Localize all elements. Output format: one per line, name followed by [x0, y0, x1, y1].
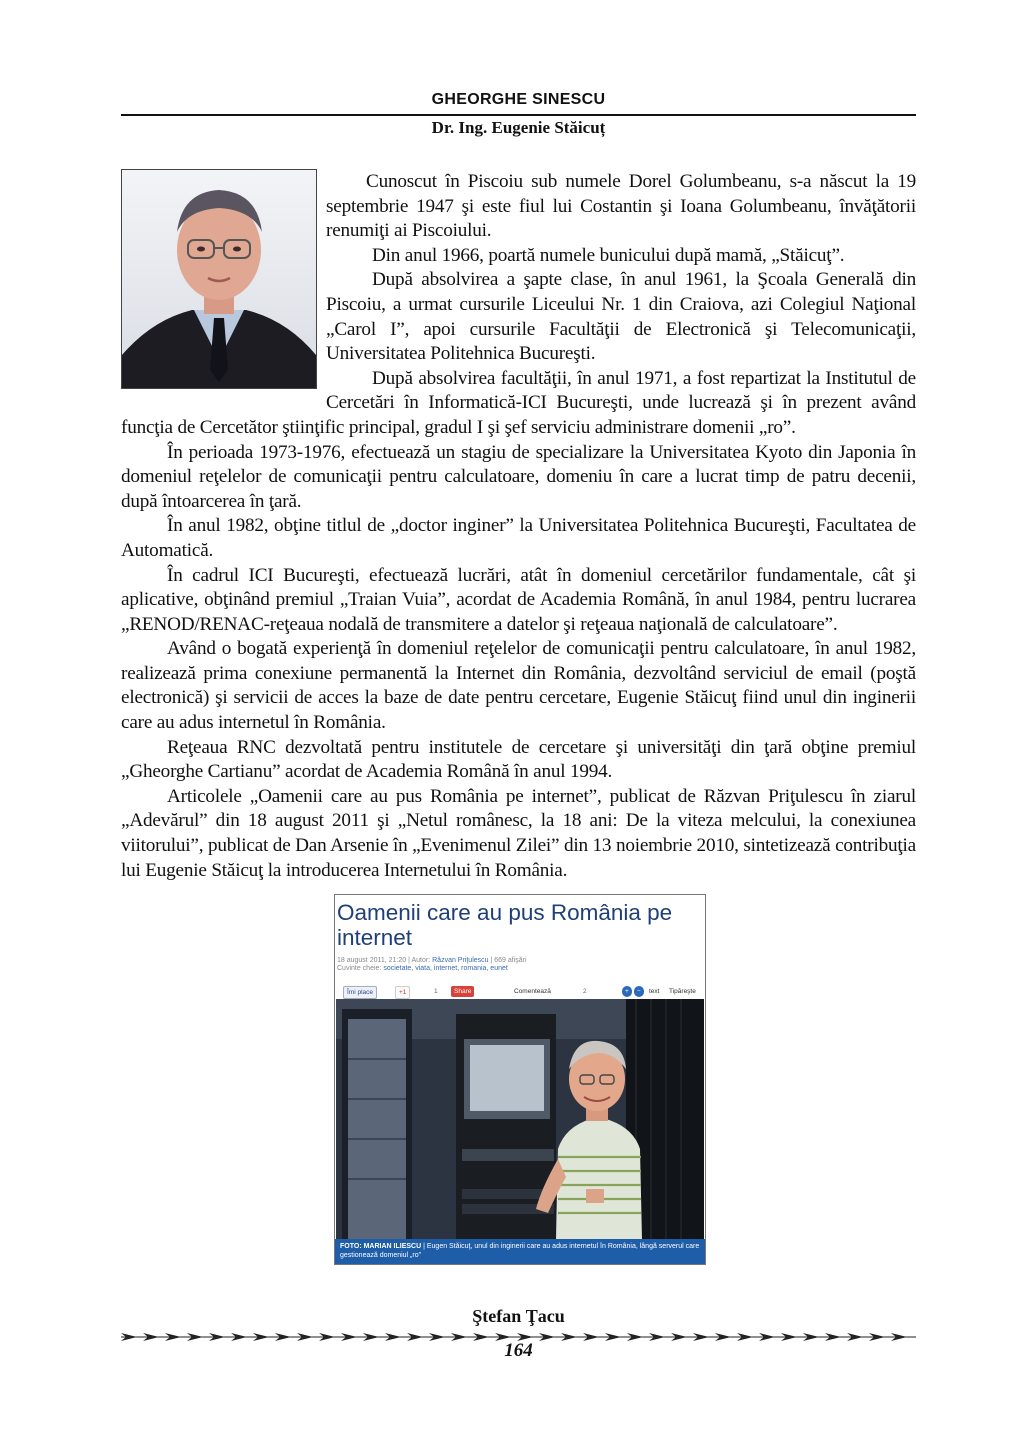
server-room-illustration — [336, 999, 704, 1240]
biography-text — [121, 170, 916, 883]
clipping-keywords[interactable]: societate, viata, internet, romania, eunet — [383, 965, 508, 972]
article-title: Dr. Ing. Eugenie Stăicuț — [431, 118, 606, 137]
text-decrease-button[interactable]: − — [634, 986, 644, 997]
page-number: 164 — [504, 1340, 533, 1361]
paragraph: În anul 1982, obţine titlul de „doctor inginer” la Universitatea Politehnica Bucureşti, Facultatea de Automatică. — [121, 515, 916, 561]
print-button[interactable]: Tipăreşte — [669, 988, 696, 995]
paragraph: Având o bogată experienţă în domeniul reţelelor de comunicaţii pentru calculatoare, în anul 1982, realizează prima conexiune permanentă la Internet din România, dezvoltând serviciul de email (poştă electronică) şi servicii de acces la baze de date pentru cercetare, Eugenie Stăicuţ fiind unul din inginerii care au adus internetul în România. — [121, 638, 916, 734]
clipping-keywords-label: Cuvinte cheie: — [337, 965, 382, 972]
clipping-headline: Oamenii care au pus România pe internet — [337, 900, 673, 950]
article-author: Ştefan Ţacu — [472, 1306, 565, 1326]
comment-button[interactable]: Comentează — [514, 988, 551, 995]
text-increase-button[interactable]: + — [622, 986, 632, 997]
clipping-views: | 669 afişări — [490, 957, 527, 964]
like-button[interactable]: Îmi place — [343, 986, 377, 999]
paragraph: Reţeaua RNC dezvoltată pentru institutele de cercetare şi universităţi din ţară obţine premiul „Gheorghe Cartianu” acordat de Academia Română în anul 1994. — [121, 736, 916, 783]
text-size-label: text — [649, 988, 660, 995]
clipping-meta — [337, 957, 527, 973]
server-room-photo — [336, 999, 704, 1240]
paragraph: După absolvirea a şapte clase, în anul 1961, la Şcoala Generală din Piscoiu, a urmat cursurile Liceului Nr. 1 din Craiova, azi Colegiul Naţional „Carol I”, apoi cursurile Facultăţii de Electronică şi Telecomunicaţii, Universitatea Politehnica Bucureşti. — [326, 269, 916, 365]
comment-count: 2 — [583, 988, 587, 995]
clipping-author-link[interactable]: Răzvan Priţulescu — [432, 957, 489, 964]
newspaper-clipping — [334, 894, 706, 1265]
clipping-author-label: Autor: — [411, 957, 431, 964]
clipping-date: 18 august 2011, 21:20 | — [337, 957, 410, 964]
paragraph: După absolvirea facultăţii, în anul 1971, a fost repartizat la Institutul de Cercetări în Informatică-ICI Bucureşti, unde lucrează şi în prezent având funcţia de Cercetător ştiinţific principal, gradul I şi şef serviciu administrare domenii „ro”. — [121, 367, 916, 438]
header-rule — [121, 114, 916, 116]
share-toolbar — [335, 985, 705, 999]
gplus-button[interactable]: +1 — [395, 986, 410, 999]
gplus-count: 1 — [434, 988, 438, 995]
paragraph: Din anul 1966, poartă numele bunicului după mamă, „Stăicuţ”. — [372, 244, 845, 266]
photo-caption — [335, 1239, 705, 1264]
photo-credit: FOTO: MARIAN ILIESCU — [340, 1243, 422, 1250]
paragraph: Articolele „Oamenii care au pus România pe internet”, publicat de Răzvan Priţulescu în ziarul „Adevărul” din 18 august 2011 şi „Netul românesc, la 18 ani: De la viteza melcului, la conexiunea viitorului”, publicat de Dan Arsenie în „Evenimenul Zilei” din 13 noiembrie 2010, sintetizează contribuţia lui Eugenie Stăicuţ la introducerea Internetului în România. — [121, 785, 916, 881]
paragraph: În perioada 1973-1976, efectuează un stagiu de specializare la Universitatea Kyoto din Japonia în domeniul reţelelor de comunicaţii pentru calculatoare, domeniu în care a lucrat timp de patru decenii, după întoarcerea în ţară. — [121, 441, 916, 512]
caption-text: | Eugen Stăicuţ, unul din inginerii care au adus internetul în România, lângă serverul care gestionează domeniul „ro” — [340, 1243, 700, 1259]
share-button[interactable]: Share — [451, 986, 474, 997]
paragraph: În cadrul ICI Bucureşti, efectuează lucrări, atât în domeniul cercetărilor fundamentale, cât şi aplicative, obţinând premiul „Traian Vuia”, acordat de Academia Română, în anul 1984, pentru lucrarea „RENOD/RENAC-reţeaua nodală de transmitere a datelor şi reţeaua naţională de calculatoare”. — [121, 564, 916, 635]
paragraph: Cunoscut în Piscoiu sub numele Dorel Golumbeanu, s-a născut la 19 septembrie 1947 şi este fiul lui Costantin şi Ioana Golumbeanu, învăţătorii renumiţi ai Piscoiului. — [326, 171, 916, 242]
running-title: GHEORGHE SINESCU — [431, 91, 606, 108]
